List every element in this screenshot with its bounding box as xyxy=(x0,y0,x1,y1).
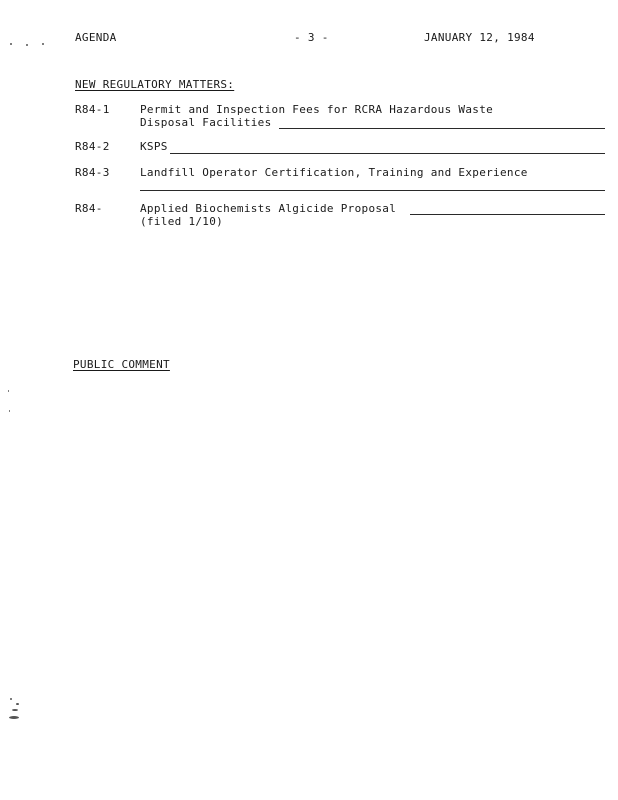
public-comment-heading: PUBLIC COMMENT xyxy=(73,358,170,371)
item-id: R84-3 xyxy=(75,166,110,179)
item-id: R84-2 xyxy=(75,140,110,153)
item-id: R84-1 xyxy=(75,103,110,116)
item-title: Landfill Operator Certification, Training and Experience xyxy=(140,166,528,179)
fill-line xyxy=(140,190,605,191)
item-id: R84- xyxy=(75,202,103,215)
fill-line xyxy=(279,128,605,129)
section-title: NEW REGULATORY MATTERS: xyxy=(75,78,235,91)
item-note: (filed 1/10) xyxy=(140,215,224,228)
item-title: KSPS xyxy=(140,140,168,153)
fill-line xyxy=(170,153,605,154)
fill-line xyxy=(410,214,605,215)
item-title-continued: Disposal Facilities xyxy=(140,116,272,129)
page-number: - 3 - xyxy=(294,31,329,44)
header-date: JANUARY 12, 1984 xyxy=(424,31,535,44)
header-agenda-label: AGENDA xyxy=(75,31,117,44)
item-title: Permit and Inspection Fees for RCRA Hazardous Waste xyxy=(140,103,494,116)
item-title: Applied Biochemists Algicide Proposal xyxy=(140,202,397,215)
